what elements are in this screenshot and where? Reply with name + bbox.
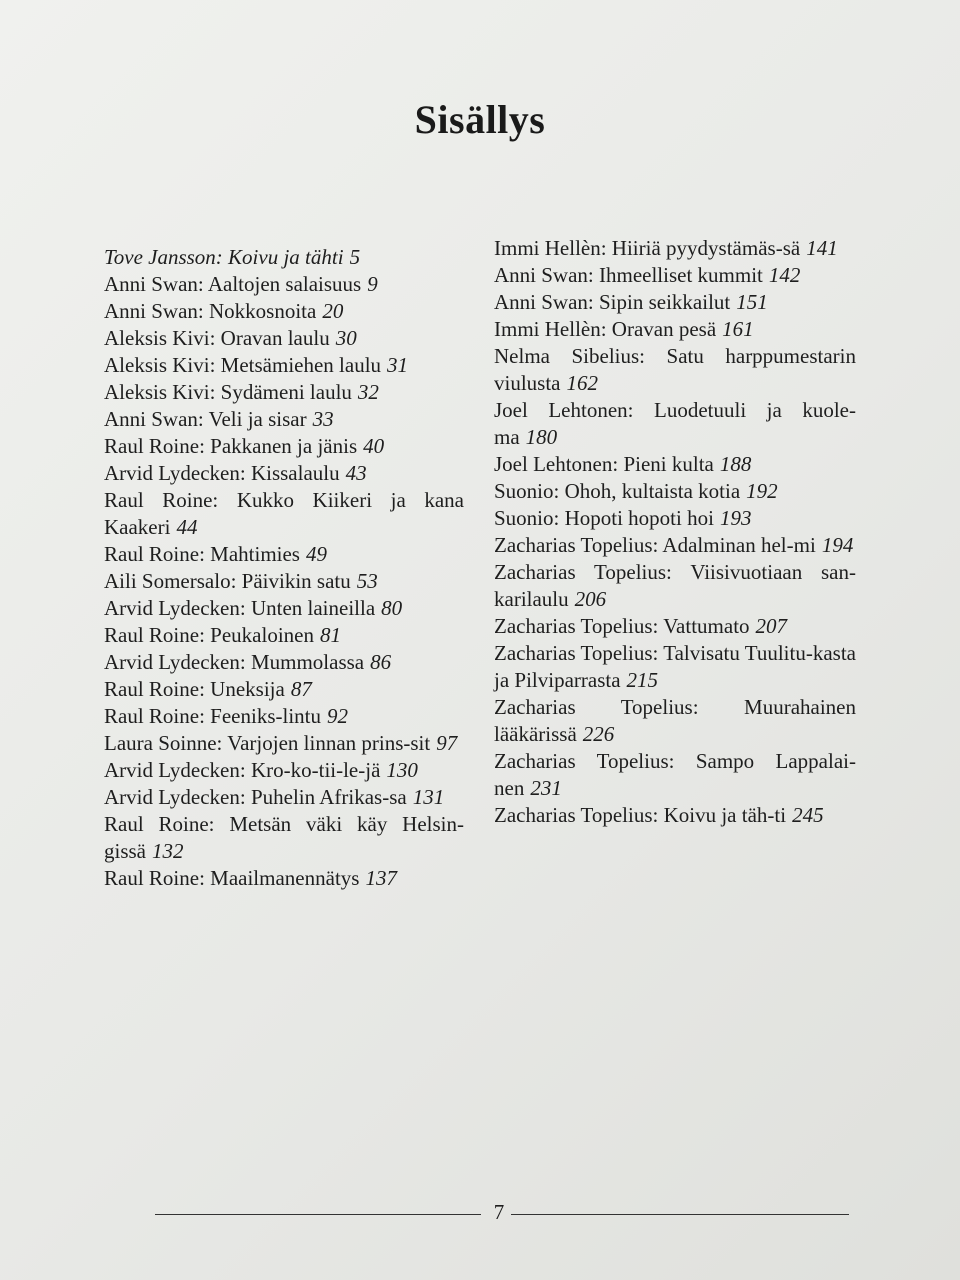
toc-entry	[494, 478, 856, 505]
toc-entry	[104, 541, 464, 568]
toc-entry-title: Arvid Lydecken: Unten laineilla	[104, 596, 376, 620]
toc-entry-title: Aili Somersalo: Päivikin satu	[104, 569, 351, 593]
toc-entry	[104, 649, 464, 676]
toc-entry-title: Nelma Sibelius: Satu harppumestarin viulusta	[494, 344, 856, 395]
toc-entry-page: 33	[312, 407, 334, 431]
toc-entry-title: Raul Roine: Peukaloinen	[104, 623, 314, 647]
toc-entry-page: 141	[806, 236, 838, 260]
toc-entry-title: Aleksis Kivi: Sydämeni laulu	[104, 380, 352, 404]
toc-entry	[104, 433, 464, 460]
toc-entry-page: 137	[365, 866, 397, 890]
toc-entry-title: Raul Roine: Uneksija	[104, 677, 285, 701]
toc-entry	[494, 694, 856, 748]
toc-entry-title: Anni Swan: Nokkosnoita	[104, 299, 317, 323]
toc-entry-page: 86	[370, 650, 392, 674]
toc-entry-title: Suonio: Ohoh, kultaista kotia	[494, 479, 741, 503]
toc-entry-title: Zacharias Topelius: Vattumato	[494, 614, 750, 638]
toc-entry	[494, 262, 856, 289]
toc-entry-title: Arvid Lydecken: Mummolassa	[104, 650, 365, 674]
toc-entry-page: 245	[792, 803, 824, 827]
toc-entry	[494, 451, 856, 478]
toc-entry-page: 80	[381, 596, 403, 620]
toc-entry-title: Anni Swan: Ihmeelliset kummit	[494, 263, 763, 287]
toc-entry	[494, 802, 856, 829]
toc-entry-page: 30	[335, 326, 357, 350]
toc-entry-title: Joel Lehtonen: Luodetuuli ja kuole-ma	[494, 398, 856, 449]
toc-entry-title: Anni Swan: Veli ja sisar	[104, 407, 307, 431]
toc-entry-title: Arvid Lydecken: Kissalaulu	[104, 461, 340, 485]
toc-entry-title: Joel Lehtonen: Pieni kulta	[494, 452, 714, 476]
toc-entry-title: Zacharias Topelius: Muurahainen lääkärissä	[494, 695, 856, 746]
toc-entry	[104, 595, 464, 622]
toc-entry	[104, 352, 464, 379]
toc-entry-page: 87	[290, 677, 312, 701]
toc-entry-page: 97	[436, 731, 458, 755]
toc-entry	[104, 406, 464, 433]
toc-left-column	[104, 244, 464, 892]
toc-entry-page: 180	[525, 425, 558, 449]
toc-entry-page: 32	[357, 380, 379, 404]
toc-entry	[104, 460, 464, 487]
toc-entry	[104, 271, 464, 298]
toc-entry	[104, 784, 464, 811]
toc-entry-page: 49	[305, 542, 327, 566]
toc-entry	[104, 487, 464, 541]
toc-entry-page: 20	[322, 299, 344, 323]
toc-entry-title: Raul Roine: Metsän väki käy Helsin-gissä	[104, 812, 464, 863]
toc-entry-title: Aleksis Kivi: Oravan laulu	[104, 326, 330, 350]
toc-entry	[494, 532, 856, 559]
toc-entry-page: 231	[530, 776, 562, 800]
toc-entry-page: 131	[412, 785, 445, 809]
toc-entry	[494, 613, 856, 640]
toc-entry-title: Raul Roine: Pakkanen ja jänis	[104, 434, 358, 458]
toc-entry-title: Suonio: Hopoti hopoti hoi	[494, 506, 714, 530]
toc-entry	[104, 622, 464, 649]
toc-entry-page: 5	[349, 245, 361, 269]
toc-entry	[494, 505, 856, 532]
toc-entry	[104, 703, 464, 730]
toc-entry	[104, 298, 464, 325]
toc-entry-title: Raul Roine: Mahtimies	[104, 542, 300, 566]
toc-entry-page: 161	[722, 317, 754, 341]
toc-entry-title: Tove Jansson: Koivu ja tähti	[104, 245, 344, 269]
toc-entry-page: 130	[386, 758, 418, 782]
toc-entry-page: 188	[719, 452, 752, 476]
toc-entry	[494, 748, 856, 802]
toc-entry-page: 207	[755, 614, 788, 638]
toc-entry-page: 226	[582, 722, 615, 746]
toc-entry-page: 192	[746, 479, 778, 503]
toc-entry	[104, 379, 464, 406]
toc-entry	[104, 325, 464, 352]
footer-rule-right	[511, 1214, 849, 1215]
toc-entry	[494, 397, 856, 451]
toc-entry	[104, 730, 464, 757]
toc-entry-title: Anni Swan: Aaltojen salaisuus	[104, 272, 362, 296]
toc-entry-page: 132	[152, 839, 184, 863]
toc-entry-title: Immi Hellèn: Oravan pesä	[494, 317, 717, 341]
toc-entry	[104, 676, 464, 703]
toc-entry-title: Zacharias Topelius: Sampo Lappalai-nen	[494, 749, 856, 800]
toc-entry-page: 53	[356, 569, 378, 593]
toc-entry-title: Arvid Lydecken: Kro-ko-tii-le-jä	[104, 758, 381, 782]
toc-entry-page: 81	[319, 623, 341, 647]
toc-entry	[104, 568, 464, 595]
toc-right-column	[494, 235, 856, 829]
page-number: 7	[493, 1200, 505, 1224]
toc-entry-page: 206	[574, 587, 607, 611]
toc-entry-title: Zacharias Topelius: Viisivuotiaan san-karilaulu	[494, 560, 856, 611]
footer-rule-left	[155, 1214, 481, 1215]
toc-entry	[494, 559, 856, 613]
toc-entry-title: Anni Swan: Sipin seikkailut	[494, 290, 731, 314]
page-title: Sisällys	[414, 97, 546, 142]
toc-entry-page: 151	[736, 290, 768, 314]
toc-entry-page: 43	[345, 461, 367, 485]
toc-entry-title: Laura Soinne: Varjojen linnan prins-sit	[104, 731, 431, 755]
toc-entry-page: 40	[363, 434, 385, 458]
toc-entry	[494, 640, 856, 694]
toc-entry-title: Immi Hellèn: Hiiriä pyydystämäs-sä	[494, 236, 801, 260]
toc-entry	[104, 757, 464, 784]
toc-entry	[104, 811, 464, 865]
toc-entry-page: 31	[387, 353, 409, 377]
toc-entry-title: Zacharias Topelius: Talvisatu Tuulitu-kasta ja Pilviparrasta	[494, 641, 856, 692]
toc-entry	[494, 316, 856, 343]
toc-entry-page: 44	[176, 515, 198, 539]
toc-entry-title: Zacharias Topelius: Adalminan hel-mi	[494, 533, 816, 557]
page-footer	[155, 1200, 849, 1230]
toc-entry-title: Zacharias Topelius: Koivu ja täh-ti	[494, 803, 787, 827]
toc-entry-page: 92	[326, 704, 348, 728]
toc-entry-page: 9	[367, 272, 378, 296]
toc-entry-page: 142	[768, 263, 801, 287]
toc-entry-page: 215	[626, 668, 659, 692]
toc-entry-page: 162	[566, 371, 598, 395]
toc-entry-title: Arvid Lydecken: Puhelin Afrikas-sa	[104, 785, 407, 809]
toc-entry-title: Aleksis Kivi: Metsämiehen laulu	[104, 353, 382, 377]
toc-entry-title: Raul Roine: Kukko Kiikeri ja kana Kaakeri	[104, 488, 464, 539]
toc-entry-page: 194	[821, 533, 854, 557]
toc-entry-title: Raul Roine: Feeniks-lintu	[104, 704, 321, 728]
toc-entry-title: Raul Roine: Maailmanennätys	[104, 866, 360, 890]
toc-entry	[494, 235, 856, 262]
toc-entry	[494, 343, 856, 397]
toc-entry-page: 193	[719, 506, 752, 530]
toc-entry	[104, 244, 464, 271]
toc-entry	[104, 865, 464, 892]
toc-entry	[494, 289, 856, 316]
